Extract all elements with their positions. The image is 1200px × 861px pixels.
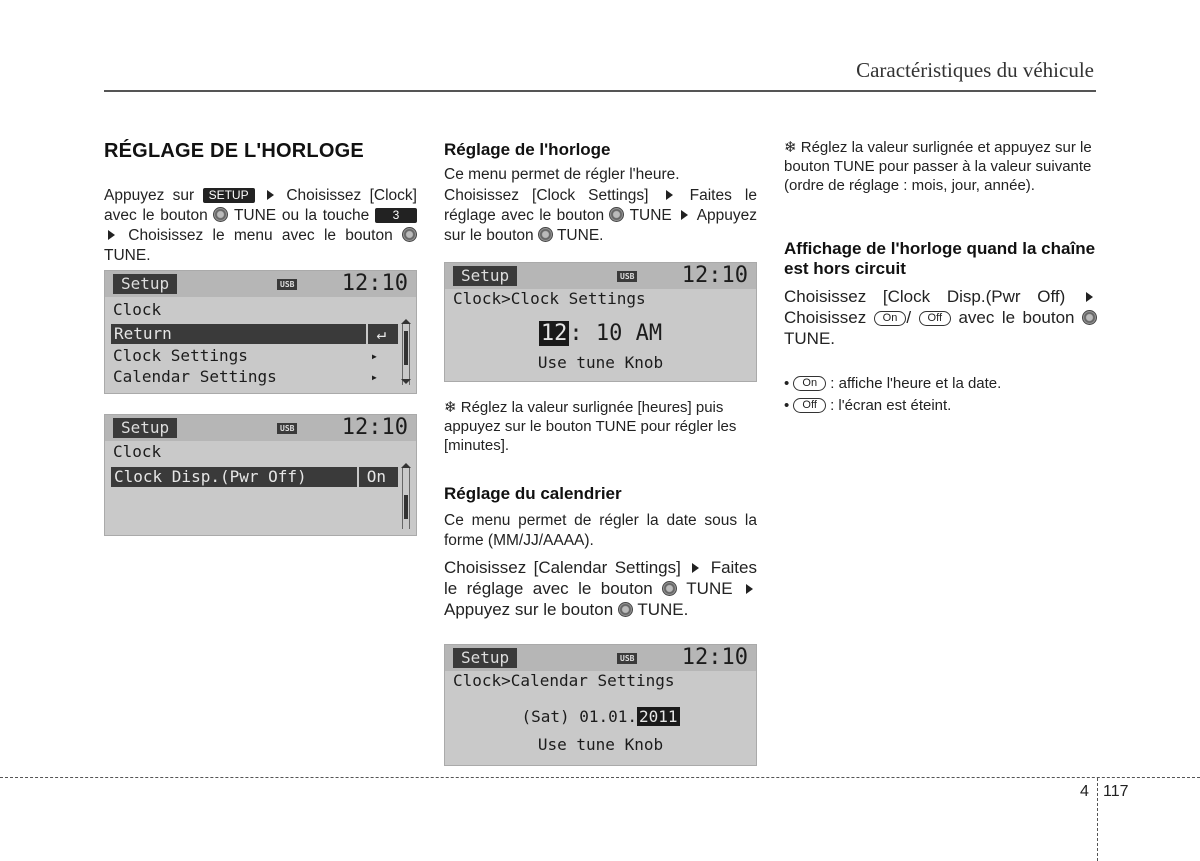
scroll-up-icon	[401, 319, 411, 324]
selected-item-value: On	[357, 467, 394, 487]
on-button: On	[793, 376, 826, 391]
tune-knob-icon	[213, 207, 228, 222]
screen-calendar-settings	[444, 644, 757, 766]
heading-clock-setting: Réglage de l'horloge	[444, 140, 611, 159]
intro-text-2: Choisissez [Clock] avec le bouton	[104, 187, 417, 224]
screen-item-clock-settings: Clock Settings	[113, 346, 248, 365]
scroll-up-icon	[401, 463, 411, 468]
scroll-down-icon	[401, 379, 411, 384]
screen-time-edit	[445, 321, 756, 347]
screen-path: Clock>Clock Settings	[453, 289, 646, 308]
intro-text-3: TUNE ou la touche	[233, 207, 370, 224]
header-title: Caractéristiques du véhicule	[856, 58, 1094, 82]
step-text-3: TUNE	[629, 207, 672, 224]
screen-clock-settings	[444, 262, 757, 382]
step-text-5: TUNE.	[637, 600, 689, 619]
off-button: Off	[919, 311, 951, 326]
selected-item-label: Clock Disp.(Pwr Off)	[114, 467, 307, 486]
paragraph-clock-intro: Ce menu permet de régler l'heure.	[444, 166, 680, 183]
bullet-off-text: : l'écran est éteint.	[830, 397, 952, 414]
intro-paragraph	[104, 186, 417, 266]
screen-path: Clock>Calendar Settings	[453, 671, 675, 690]
hour-highlight: 12	[540, 321, 568, 346]
return-icon: ↵	[366, 324, 394, 344]
key-3: 3	[375, 208, 417, 223]
arrow-right-icon	[692, 563, 699, 573]
selected-item-label: Return	[114, 324, 172, 343]
chevron-right-icon: ▸	[370, 370, 378, 384]
screen-time: 12:10	[681, 263, 748, 288]
step-text-2: Faites le réglage avec le bouton	[444, 187, 757, 224]
chapter-number: 4	[1080, 783, 1089, 800]
section-heading: RÉGLAGE DE L'HORLOGE	[104, 140, 364, 162]
tune-knob-icon	[662, 581, 677, 596]
step-text-3: TUNE	[686, 579, 733, 598]
bullet-off: • Off : l'écran est éteint.	[784, 397, 952, 414]
header-rule	[104, 90, 1096, 92]
footer-rule	[0, 777, 1200, 778]
usb-icon: USB	[617, 271, 637, 282]
intro-text-5: TUNE.	[104, 247, 151, 264]
step-text-2: Choisissez	[784, 308, 867, 327]
screen-time: 12:10	[341, 271, 408, 296]
note-hours: ❄ Réglez la valeur surlignée [heures] puis appuyez sur le bouton TUNE pour régler les [minutes].	[444, 399, 737, 454]
screen-hint: Use tune Knob	[537, 735, 664, 754]
screen-time: 12:10	[341, 415, 408, 440]
tune-knob-icon	[618, 602, 633, 617]
heading-calendar-setting: Réglage du calendrier	[444, 484, 622, 503]
step-text-4: Appuyez sur le bouton	[444, 600, 614, 619]
screen-menu-title: Clock	[113, 442, 162, 461]
screen-scrollbar	[402, 323, 410, 385]
intro-text-4: Choisissez le menu avec le bouton	[128, 227, 393, 244]
year-highlight: 2011	[639, 707, 678, 726]
screen-date-edit	[445, 707, 756, 727]
step-text-4: TUNE.	[784, 329, 835, 348]
bullet-on: • On : affiche l'heure et la date.	[784, 375, 1002, 392]
on-button: On	[874, 311, 907, 326]
screen-setup-label: Setup	[453, 648, 517, 668]
paragraph-calendar-intro: Ce menu permet de régler la date sous la forme (MM/JJ/AAAA).	[444, 512, 757, 549]
tune-knob-icon	[402, 227, 417, 242]
screen-selected-item	[111, 324, 398, 344]
bullet-on-text: : affiche l'heure et la date.	[830, 375, 1002, 392]
tune-knob-icon	[538, 227, 553, 242]
screen-time: 12:10	[681, 645, 748, 670]
usb-icon: USB	[277, 279, 297, 290]
time-rest: : 10 AM	[569, 321, 663, 346]
chevron-right-icon: ▸	[370, 349, 378, 363]
screen-clock-menu	[104, 270, 417, 394]
arrow-right-icon	[1086, 292, 1093, 302]
intro-text-1: Appuyez sur	[104, 187, 195, 204]
paragraph-clock-steps	[444, 186, 757, 246]
step-text-5: TUNE.	[556, 227, 604, 244]
screen-setup-label: Setup	[453, 266, 517, 286]
step-text-1: Choisissez [Clock Settings]	[444, 187, 649, 204]
off-button: Off	[793, 398, 825, 413]
arrow-right-icon	[746, 584, 753, 594]
screen-clock-disp	[104, 414, 417, 536]
footer-divider	[1097, 778, 1098, 861]
screen-setup-label: Setup	[113, 418, 177, 438]
screen-setup-label: Setup	[113, 274, 177, 294]
tune-knob-icon	[1082, 310, 1097, 325]
note-calendar: ❄ Réglez la valeur surlignée et appuyez sur le bouton TUNE pour passer à la valeur suivante (ordre de réglage : mois, jour, année).	[784, 139, 1092, 194]
step-text-3: avec le bouton	[958, 308, 1075, 327]
step-text-1: Choisissez [Calendar Settings]	[444, 558, 681, 577]
date-text: (Sat) 01.01.	[521, 707, 638, 726]
usb-icon: USB	[617, 653, 637, 664]
arrow-right-icon	[108, 230, 115, 240]
heading-clock-display: Affichage de l'horloge quand la chaîne est hors circuit	[784, 239, 1096, 278]
usb-icon: USB	[277, 423, 297, 434]
paragraph-clock-display: Choisissez [Clock Disp.(Pwr Off) Choisissez On / Off avec le bouton TUNE.	[784, 286, 1097, 349]
screen-selected-item	[111, 467, 398, 487]
step-text-2: Faites le réglage avec le bouton	[444, 558, 757, 598]
page-number: 117	[1103, 783, 1129, 800]
tune-knob-icon	[609, 207, 624, 222]
screen-menu-title: Clock	[113, 300, 162, 319]
arrow-right-icon	[666, 190, 673, 200]
arrow-right-icon	[681, 210, 688, 220]
arrow-right-icon	[267, 190, 274, 200]
screen-scrollbar	[402, 467, 410, 529]
step-text-1: Choisissez [Clock Disp.(Pwr Off)	[784, 287, 1066, 306]
paragraph-calendar-steps	[444, 557, 757, 620]
setup-key: SETUP	[203, 188, 255, 203]
step-text-4: Appuyez sur le bouton	[444, 207, 758, 244]
screen-item-calendar-settings: Calendar Settings	[113, 367, 277, 386]
screen-hint: Use tune Knob	[537, 353, 664, 372]
